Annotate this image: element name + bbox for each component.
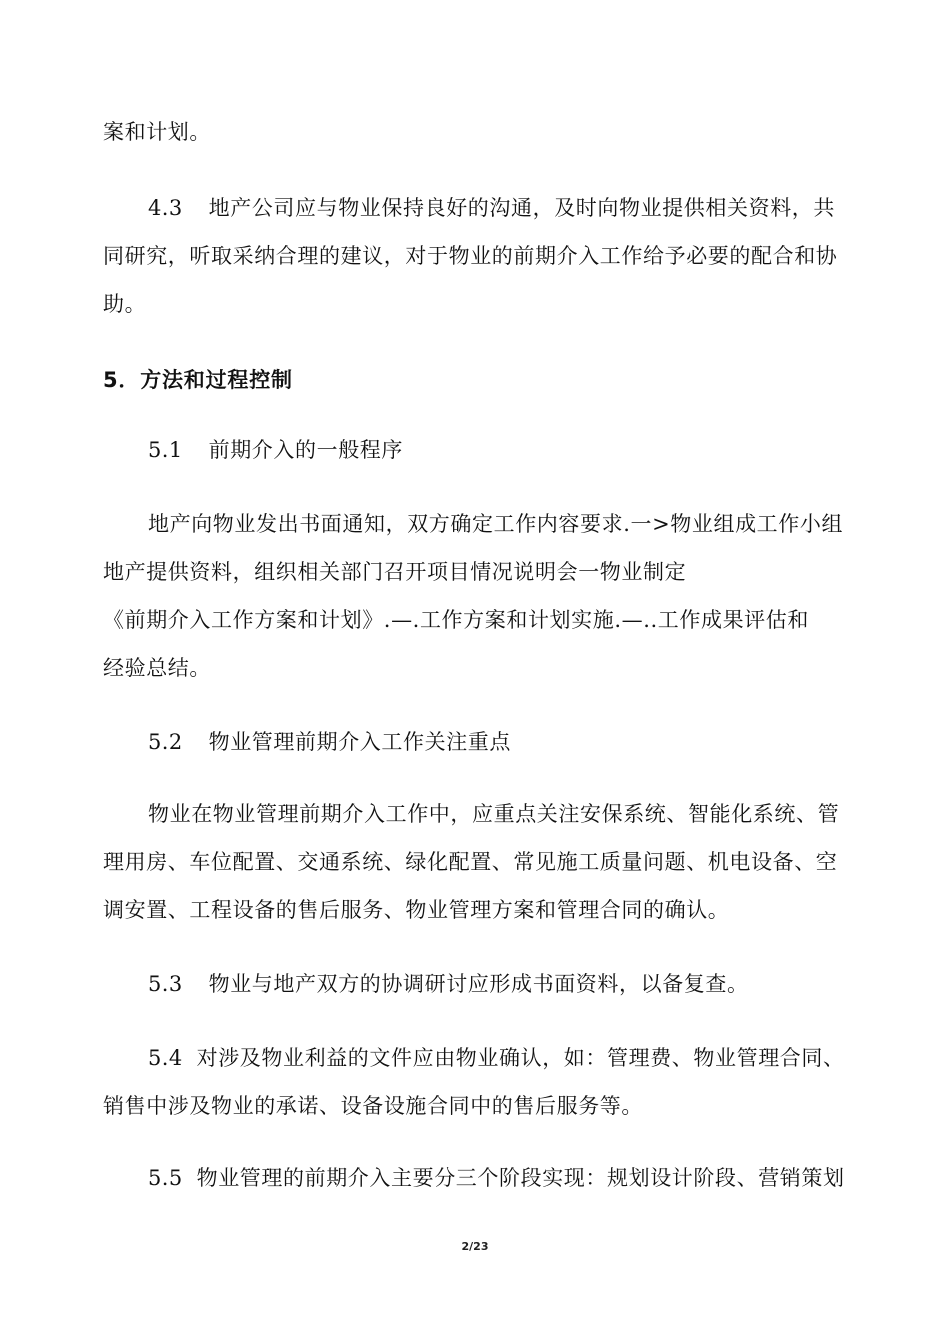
section-4-3-line-1 — [148, 194, 835, 222]
section-5-5-line-1 — [148, 1164, 845, 1192]
section-5-4-line-2: 销售中涉及物业的承诺、设备设施合同中的售后服务等。 — [103, 1094, 643, 1118]
paragraph-line: 案和计划。 — [103, 120, 211, 144]
section-number: 4.3 — [148, 196, 183, 220]
section-5-2-line-3: 调安置、工程设备的售后服务、物业管理方案和管理合同的确认。 — [103, 898, 730, 922]
section-title: 前期介入的一般程序 — [208, 438, 404, 462]
section-5-2-line-1: 物业在物业管理前期介入工作中，应重点关注安保系统、智能化系统、管 — [148, 802, 840, 826]
section-5-1-heading — [148, 436, 403, 464]
section-5-1-line-4: 经验总结。 — [103, 656, 211, 680]
section-5-heading: 5．方法和过程控制 — [103, 368, 293, 392]
section-number: 5.5 — [148, 1166, 183, 1190]
section-number: 5.4 — [148, 1046, 183, 1070]
page-number: 2/23 — [461, 1240, 489, 1253]
section-number: 5.1 — [148, 438, 183, 462]
section-4-3-line-2: 同研究，听取采纳合理的建议，对于物业的前期介入工作给予必要的配合和协 — [103, 244, 838, 268]
section-5-1-line-3: 《前期介入工作方案和计划》.—.工作方案和计划实施.—..工作成果评估和 — [103, 608, 809, 632]
section-5-4-line-1 — [148, 1044, 845, 1072]
section-number: 5.3 — [148, 972, 183, 996]
section-4-3-line-3: 助。 — [103, 292, 147, 316]
paragraph-text: 地产公司应与物业保持良好的沟通，及时向物业提供相关资料，共 — [208, 196, 836, 220]
paragraph-text: 物业与地产双方的协调研讨应形成书面资料，以备复查。 — [208, 972, 749, 996]
section-5-3-line — [148, 970, 749, 998]
section-5-1-line-2: 地产提供资料，组织相关部门召开项目情况说明会一物业制定 — [103, 560, 687, 584]
paragraph-text: 物业管理的前期介入主要分三个阶段实现：规划设计阶段、营销策划 — [196, 1166, 845, 1190]
section-title: 物业管理前期介入工作关注重点 — [208, 730, 512, 754]
section-5-1-line-1: 地产向物业发出书面通知，双方确定工作内容要求.一>物业组成工作小组 — [148, 512, 844, 536]
paragraph-text: 对涉及物业利益的文件应由物业确认，如：管理费、物业管理合同、 — [196, 1046, 845, 1070]
section-number: 5.2 — [148, 730, 183, 754]
section-5-2-heading — [148, 728, 511, 756]
section-5-2-line-2: 理用房、车位配置、交通系统、绿化配置、常见施工质量问题、机电设备、空 — [103, 850, 838, 874]
